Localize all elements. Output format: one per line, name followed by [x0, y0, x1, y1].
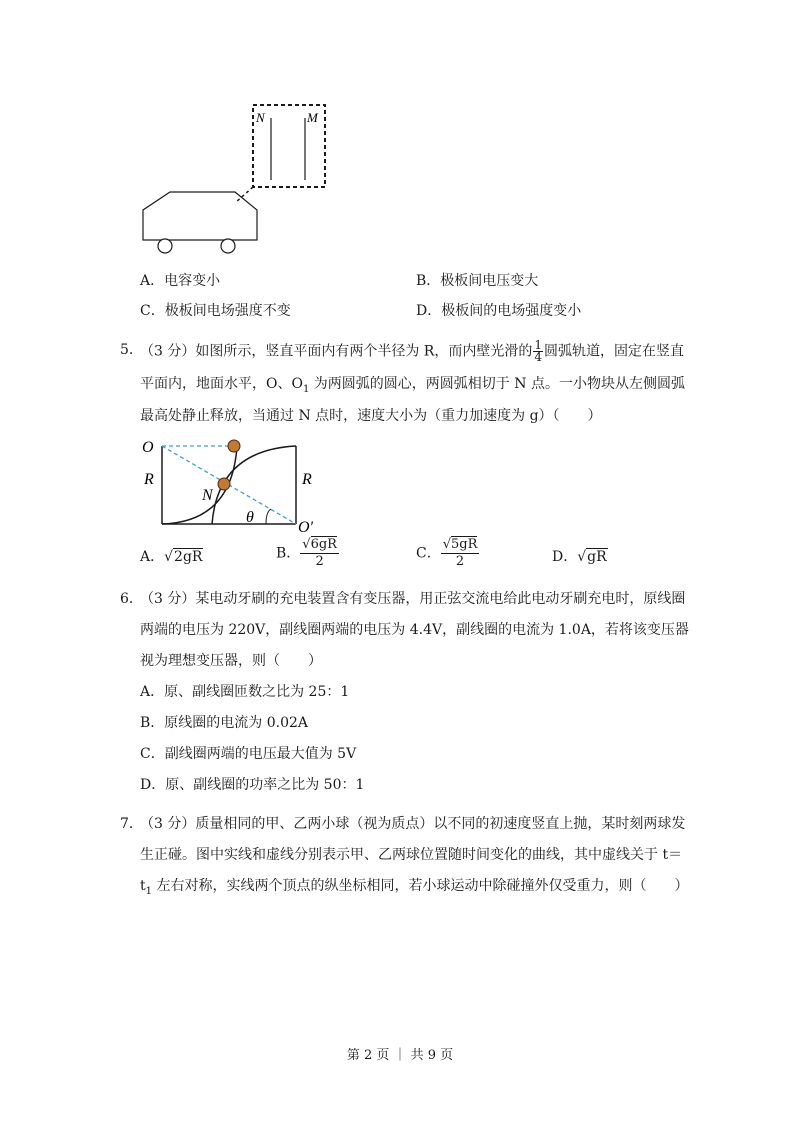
label-o-prime: O′ — [298, 519, 314, 534]
q5-option-b-num — [300, 537, 339, 554]
wheel-left — [158, 239, 172, 253]
q6-line-2: 两端的电压为 220V，副线圈两端的电压为 4.4V，副线圈的电流为 1.0A，若将该变压器 — [140, 622, 689, 638]
q5-arc-track-figure — [138, 432, 328, 534]
q7-line3-sub: 1 — [145, 885, 153, 897]
q4-option-c: C．极板间电场强度不变 — [140, 303, 291, 319]
q5-line1-a: （3 分）如图所示，竖直平面内有两个半径为 R，而内壁光滑的 — [140, 343, 533, 360]
q5-fraction — [533, 340, 543, 363]
q5-option-a — [140, 547, 203, 567]
q5-line1-b: 圆弧轨道，固定在竖直 — [544, 343, 684, 360]
wheel-right — [221, 239, 235, 253]
ball-top — [228, 440, 240, 452]
q5-option-c-label: C． — [416, 545, 441, 562]
q5-fraction-num: 1 — [534, 338, 542, 352]
q5-option-a-sqrt — [164, 547, 203, 567]
q5-option-b-radicand: 6gR — [310, 537, 337, 552]
theta-arc — [266, 509, 271, 524]
q7-line-2: 生正碰。图中实线和虚线分别表示甲、乙两球位置随时间变化的曲线，其中虚线关于 t＝ — [140, 847, 683, 863]
q4-option-b: B．极板间电压变大 — [416, 273, 539, 289]
page-footer: 第 2 页 ｜ 共 9 页 — [346, 1048, 454, 1063]
q5-option-d-radicand: gR — [587, 549, 607, 565]
q7-line-1: （3 分）质量相同的甲、乙两小球（视为质点）以不同的初速度竖直上抛，某时刻两球发 — [140, 816, 686, 832]
q5-option-b-label: B． — [276, 545, 301, 562]
q7-line-3 — [140, 876, 688, 902]
q5-option-d — [552, 547, 608, 567]
car-body — [143, 192, 257, 240]
label-n-point: N — [202, 487, 213, 504]
q6-line-1: （3 分）某电动牙刷的充电装置含有变压器，用正弦交流电给此电动牙刷充电时，原线圈 — [140, 591, 686, 607]
q5-option-a-label: A． — [140, 549, 165, 565]
q6-option-a: A．原、副线圈匝数之比为 25：1 — [140, 684, 350, 700]
q5-line2-sub: 1 — [302, 383, 310, 395]
q5-option-c-fraction — [441, 537, 480, 570]
q5-option-c — [416, 537, 479, 570]
q4-option-d: D．极板间的电场强度变小 — [416, 303, 582, 319]
sqrt-icon: √ — [164, 549, 174, 565]
connector-dashes — [235, 187, 253, 203]
q4-option-a: A．电容变小 — [140, 273, 221, 289]
label-m: M — [307, 110, 318, 125]
q5-option-b-den: 2 — [315, 554, 324, 569]
ball-n — [218, 478, 230, 490]
q6-line-3: 视为理想变压器，则（ ） — [140, 653, 322, 669]
label-r-left: R — [144, 471, 154, 488]
q5-option-d-label: D． — [552, 549, 578, 565]
q7-line3-t: t — [140, 878, 146, 894]
q5-line-3: 最高处静止释放，当通过 N 点时，速度大小为（重力加速度为 g）（ ） — [140, 408, 602, 424]
q5-option-d-sqrt — [577, 547, 607, 567]
q5-option-b — [276, 537, 339, 570]
q6-option-b: B．原线圈的电流为 0.02A — [140, 715, 309, 731]
q5-number: 5． — [120, 342, 143, 358]
q5-option-b-fraction — [300, 537, 339, 570]
q6-number: 6． — [120, 591, 143, 607]
label-n: N — [256, 110, 265, 125]
sqrt-icon: √ — [302, 537, 311, 552]
label-r-right: R — [302, 471, 312, 488]
q5-option-c-den: 2 — [455, 554, 465, 569]
sqrt-icon: √ — [442, 537, 452, 552]
q7-number: 7． — [120, 816, 143, 832]
sqrt-icon: √ — [577, 549, 587, 565]
q5-fraction-den: 4 — [534, 350, 542, 364]
q5-option-a-radicand: 2gR — [174, 549, 203, 565]
q5-line-2 — [140, 374, 685, 400]
q6-option-c: C．副线圈两端的电压最大值为 5V — [140, 746, 357, 762]
label-theta: θ — [246, 509, 254, 526]
label-o: O — [142, 439, 154, 456]
q5-line-1 — [140, 340, 684, 363]
q5-line2-b: 为两圆弧的圆心，两圆弧相切于 N 点。一小物块从左侧圆弧 — [309, 376, 685, 392]
q5-option-c-num — [441, 537, 480, 554]
q5-option-c-radicand: 5gR — [451, 537, 478, 552]
q7-line3-b: 左右对称，实线两个顶点的纵坐标相同，若小球运动中除碰撞外仅受重力，则（ ） — [152, 878, 689, 894]
q5-line2-a: 平面内，地面水平，O、O — [140, 376, 303, 392]
capacitor-car-figure — [135, 100, 365, 260]
q6-option-d: D．原、副线圈的功率之比为 50：1 — [140, 777, 365, 793]
